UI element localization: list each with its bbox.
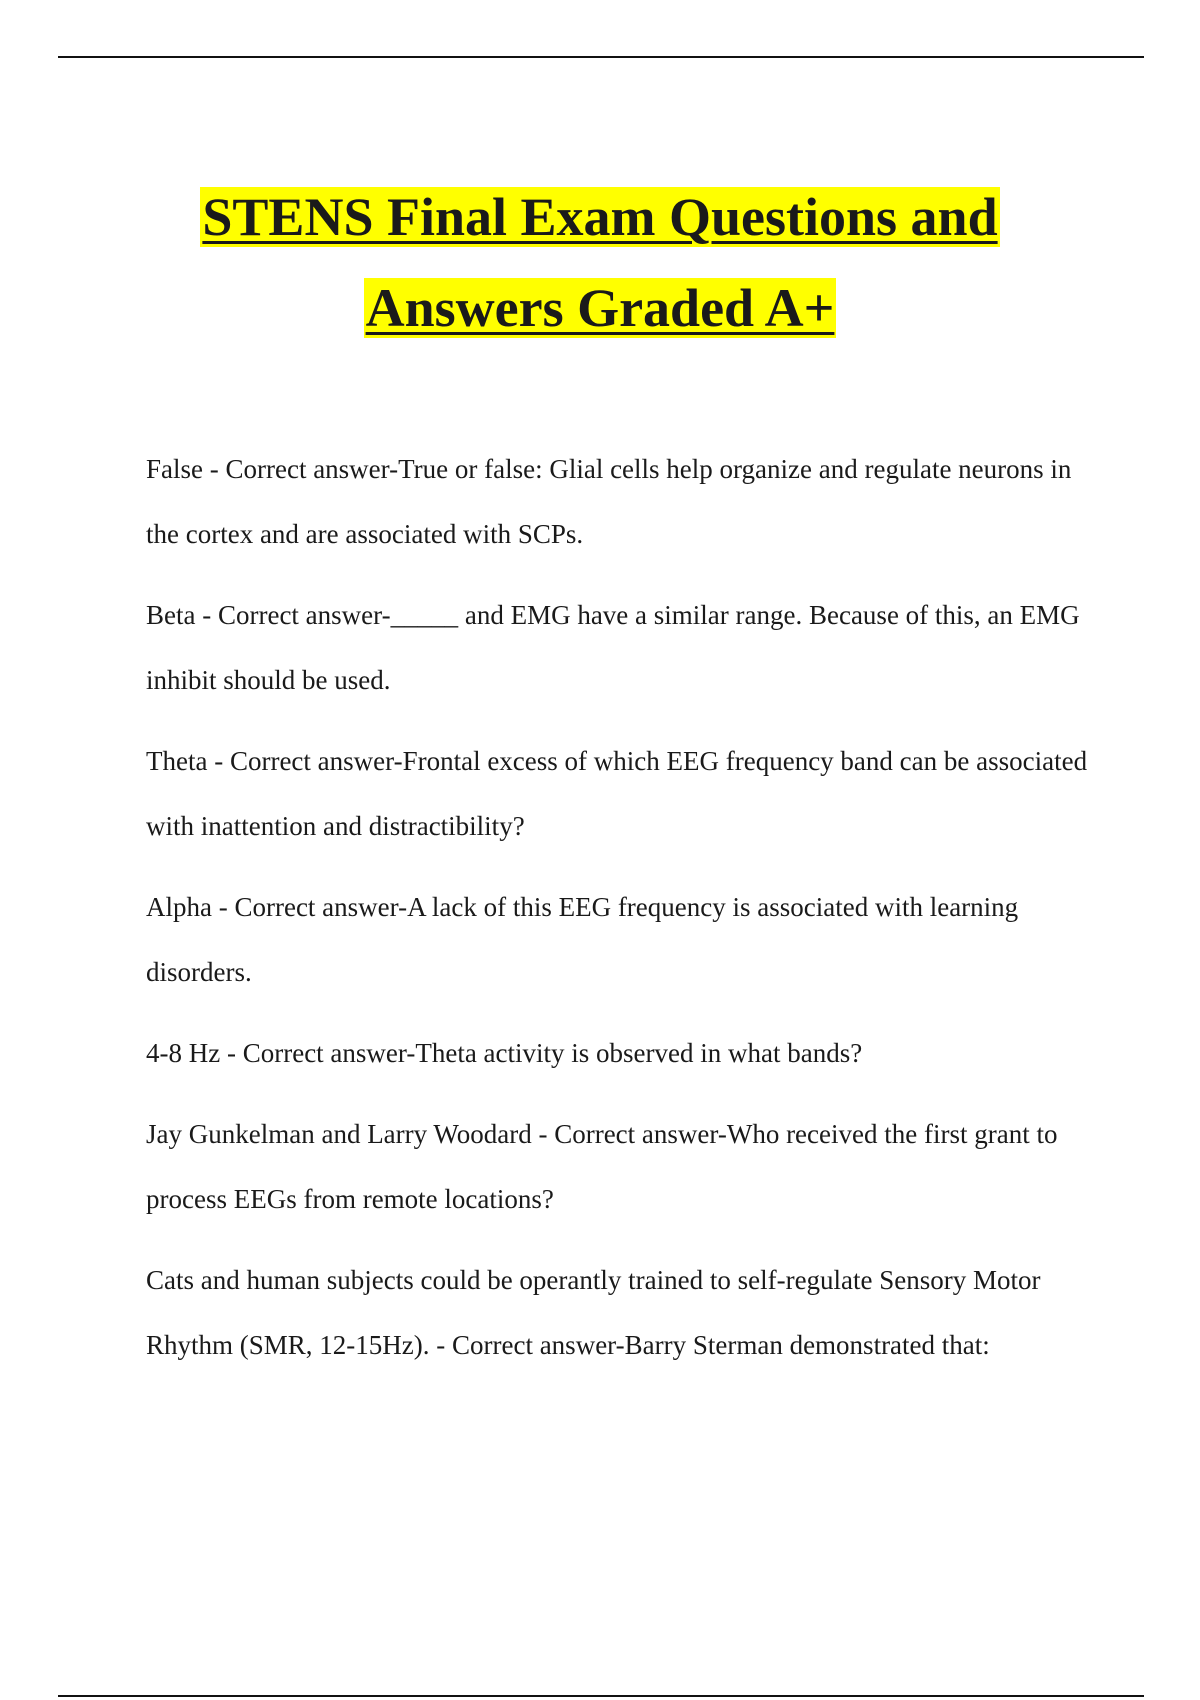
qa-item: Jay Gunkelman and Larry Woodard - Correct answer-Who received the first grant to process EEGs from remote locations?	[146, 1119, 1058, 1214]
title-line-1-text: STENS Final Exam Questions and	[202, 187, 998, 247]
top-rule	[58, 56, 1144, 58]
qa-item: 4-8 Hz - Correct answer-Theta activity is observed in what bands?	[146, 1038, 863, 1068]
title-line-1	[0, 172, 1200, 263]
qa-item: Cats and human subjects could be operantly trained to self-regulate Sensory Motor Rhythm (SMR, 12-15Hz). - Correct answer-Barry Sterman demonstrated that:	[146, 1265, 1041, 1360]
title-line-2-text: Answers Graded A+	[365, 278, 835, 338]
qa-item: Beta - Correct answer-_____ and EMG have a similar range. Because of this, an EMG inhibit should be used.	[146, 600, 1080, 695]
qa-list	[146, 437, 1096, 1394]
page-title	[0, 172, 1200, 354]
qa-item: Alpha - Correct answer-A lack of this EEG frequency is associated with learning disorders.	[146, 892, 1019, 987]
bottom-rule	[58, 1695, 1144, 1697]
qa-item: Theta - Correct answer-Frontal excess of which EEG frequency band can be associated with inattention and distractibility?	[146, 746, 1088, 841]
qa-item: False - Correct answer-True or false: Glial cells help organize and regulate neurons in the cortex and are associated with SCPs.	[146, 454, 1072, 549]
title-line-2	[0, 263, 1200, 354]
